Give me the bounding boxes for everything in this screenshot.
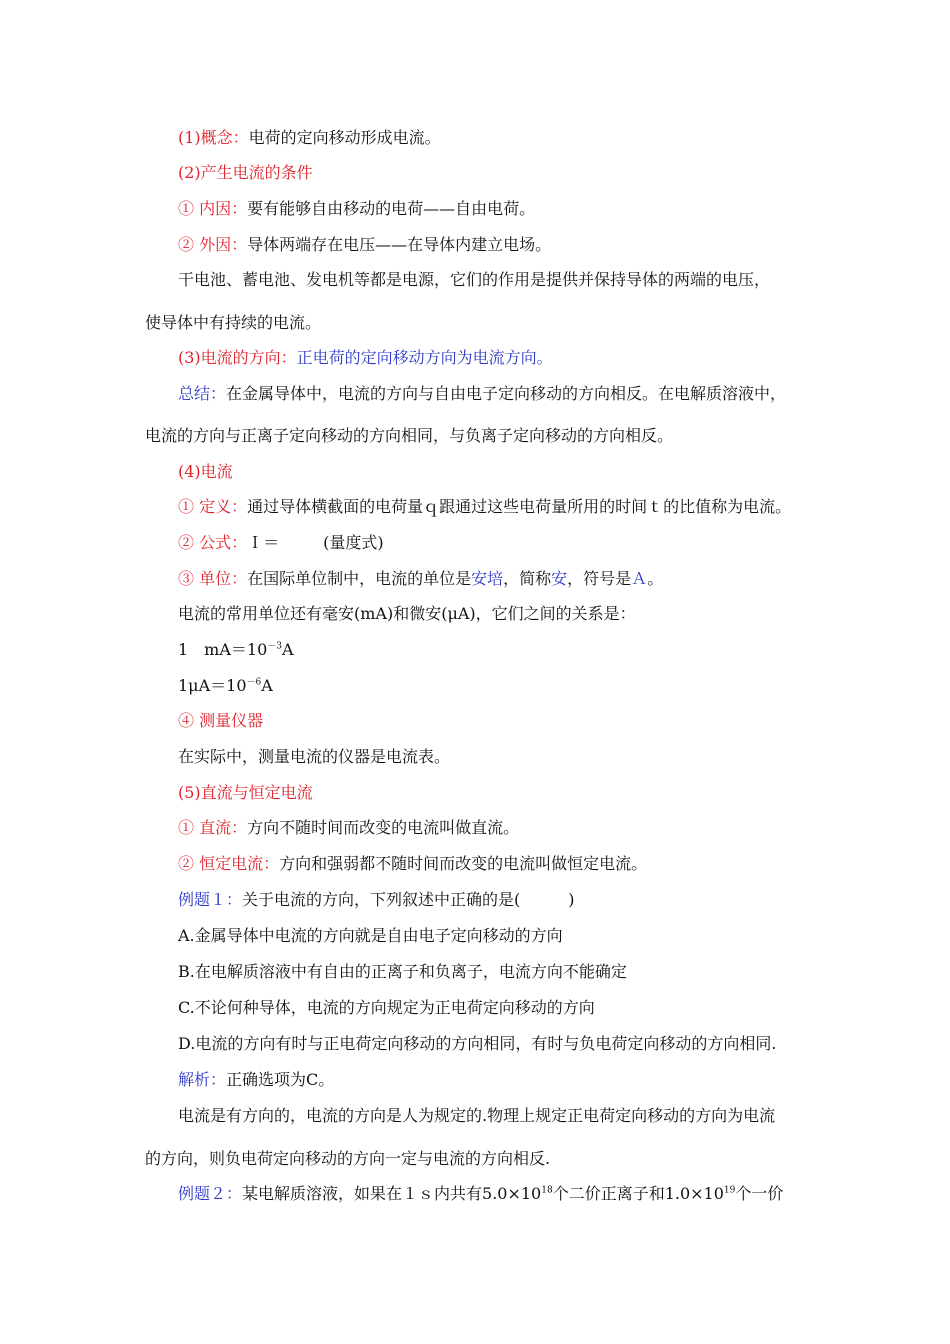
dc-heading: (5)直流与恒定电流 — [178, 783, 313, 802]
direction-label: (3)电流的方向： — [178, 348, 297, 367]
concept-label: (1)概念： — [178, 128, 249, 147]
unit-label: ③ 单位： — [178, 569, 248, 588]
microamp-base: 1μA＝10 — [178, 676, 247, 695]
example1-explanation-line: 电流是有方向的，电流的方向是人为规定的.物理上规定正电荷定向移动的方向为电流 — [178, 1106, 776, 1125]
example1-question: 关于电流的方向，下列叙述中正确的是( ) — [242, 890, 575, 909]
concept-line — [178, 128, 441, 148]
milliamp-base: 1 mA＝10 — [178, 640, 268, 659]
direction-line — [178, 348, 553, 368]
external-cause-line — [178, 235, 551, 255]
internal-cause-label: ① 内因： — [178, 199, 248, 218]
instrument-heading: ④ 测量仪器 — [178, 711, 264, 730]
summary-line: 电流的方向与正离子定向移动的方向相同，与负离子定向移动的方向相反。 — [145, 426, 674, 445]
example2-line — [178, 1184, 783, 1204]
milliamp-tail: A — [282, 640, 294, 659]
steady-text: 方向和强弱都不随时间而改变的电流叫做恒定电流。 — [279, 854, 648, 873]
milliamp-exponent: －3 — [267, 641, 283, 652]
milliamp-relation — [178, 640, 294, 660]
internal-cause-line — [178, 199, 535, 219]
example1-label: 例题１： — [178, 890, 243, 909]
formula-note: (量度式) — [323, 533, 384, 552]
instrument-text: 在实际中，测量电流的仪器是电流表。 — [178, 747, 451, 766]
example1-answer-line — [178, 1070, 334, 1090]
unit-short: 安 — [551, 569, 568, 588]
unit-symbol: Ａ — [631, 569, 648, 588]
example1-option-b: B.在电解质溶液中有自由的正离子和负离子，电流方向不能确定 — [178, 962, 627, 981]
direction-text: 正电荷的定向移动方向为电流方向。 — [296, 348, 553, 367]
unit-text: ，符号是 — [567, 569, 632, 588]
unit-ampere: 安培 — [471, 569, 504, 588]
summary-line — [178, 384, 786, 404]
microamp-relation — [178, 676, 273, 696]
dc-text: 方向不随时间而改变的电流叫做直流。 — [247, 818, 520, 837]
paragraph-line: 干电池、蓄电池、发电机等都是电源，它们的作用是提供并保持导体的两端的电压， — [178, 270, 771, 289]
example2-exponent: 18 — [541, 1185, 553, 1196]
unit-text: ，简称 — [503, 569, 552, 588]
microamp-exponent: －6 — [246, 677, 262, 688]
dc-label: ① 直流： — [178, 818, 248, 837]
conditions-heading: (2)产生电流的条件 — [178, 163, 313, 182]
current-heading: (4)电流 — [178, 462, 233, 481]
example1-option-d: D.电流的方向有时与正电荷定向移动的方向相同，有时与负电荷定向移动的方向相同. — [178, 1034, 777, 1053]
example1-answer: 正确选项为C。 — [226, 1070, 335, 1089]
formula-text: Ｉ＝ — [247, 533, 280, 552]
steady-definition-line — [178, 854, 647, 874]
example2-text: 某电解质溶液，如果在１ｓ内共有5.0×10 — [242, 1184, 542, 1203]
common-units-line: 电流的常用单位还有毫安(mA)和微安(μA)，它们之间的关系是： — [178, 604, 636, 623]
example1-answer-label: 解析： — [178, 1070, 227, 1089]
example1-question-line — [178, 890, 575, 910]
example2-label: 例题２： — [178, 1184, 243, 1203]
steady-label: ② 恒定电流： — [178, 854, 280, 873]
external-cause-label: ② 外因： — [178, 235, 248, 254]
dc-definition-line — [178, 818, 519, 838]
example2-text: 个一价 — [735, 1184, 784, 1203]
example2-text: 个二价正离子和1.0×10 — [552, 1184, 724, 1203]
unit-line — [178, 569, 663, 589]
example1-option-c: C.不论何种导体，电流的方向规定为正电荷定向移动的方向 — [178, 998, 595, 1017]
concept-text: 电荷的定向移动形成电流。 — [248, 128, 441, 147]
external-cause-text: 导体两端存在电压——在导体内建立电场。 — [247, 235, 552, 254]
formula-line — [178, 533, 384, 553]
microamp-tail: A — [261, 676, 273, 695]
summary-text: 在金属导体中，电流的方向与自由电子定向移动的方向相反。在电解质溶液中， — [226, 384, 787, 403]
paragraph-line: 使导体中有持续的电流。 — [145, 313, 322, 332]
definition-text: 通过导体横截面的电荷量ｑ跟通过这些电荷量所用的时间ｔ的比值称为电流。 — [247, 497, 792, 516]
example1-option-a: A.金属导体中电流的方向就是自由电子定向移动的方向 — [178, 926, 563, 945]
example2-exponent: 19 — [723, 1185, 736, 1196]
definition-line — [178, 497, 791, 517]
formula-label: ② 公式： — [178, 533, 248, 552]
internal-cause-text: 要有能够自由移动的电荷——自由电荷。 — [247, 199, 536, 218]
definition-label: ① 定义： — [178, 497, 248, 516]
unit-text: 在国际单位制中，电流的单位是 — [247, 569, 472, 588]
summary-label: 总结： — [178, 384, 227, 403]
example1-explanation-line: 的方向，则负电荷定向移动的方向一定与电流的方向相反. — [145, 1149, 551, 1168]
unit-text: 。 — [647, 569, 664, 588]
